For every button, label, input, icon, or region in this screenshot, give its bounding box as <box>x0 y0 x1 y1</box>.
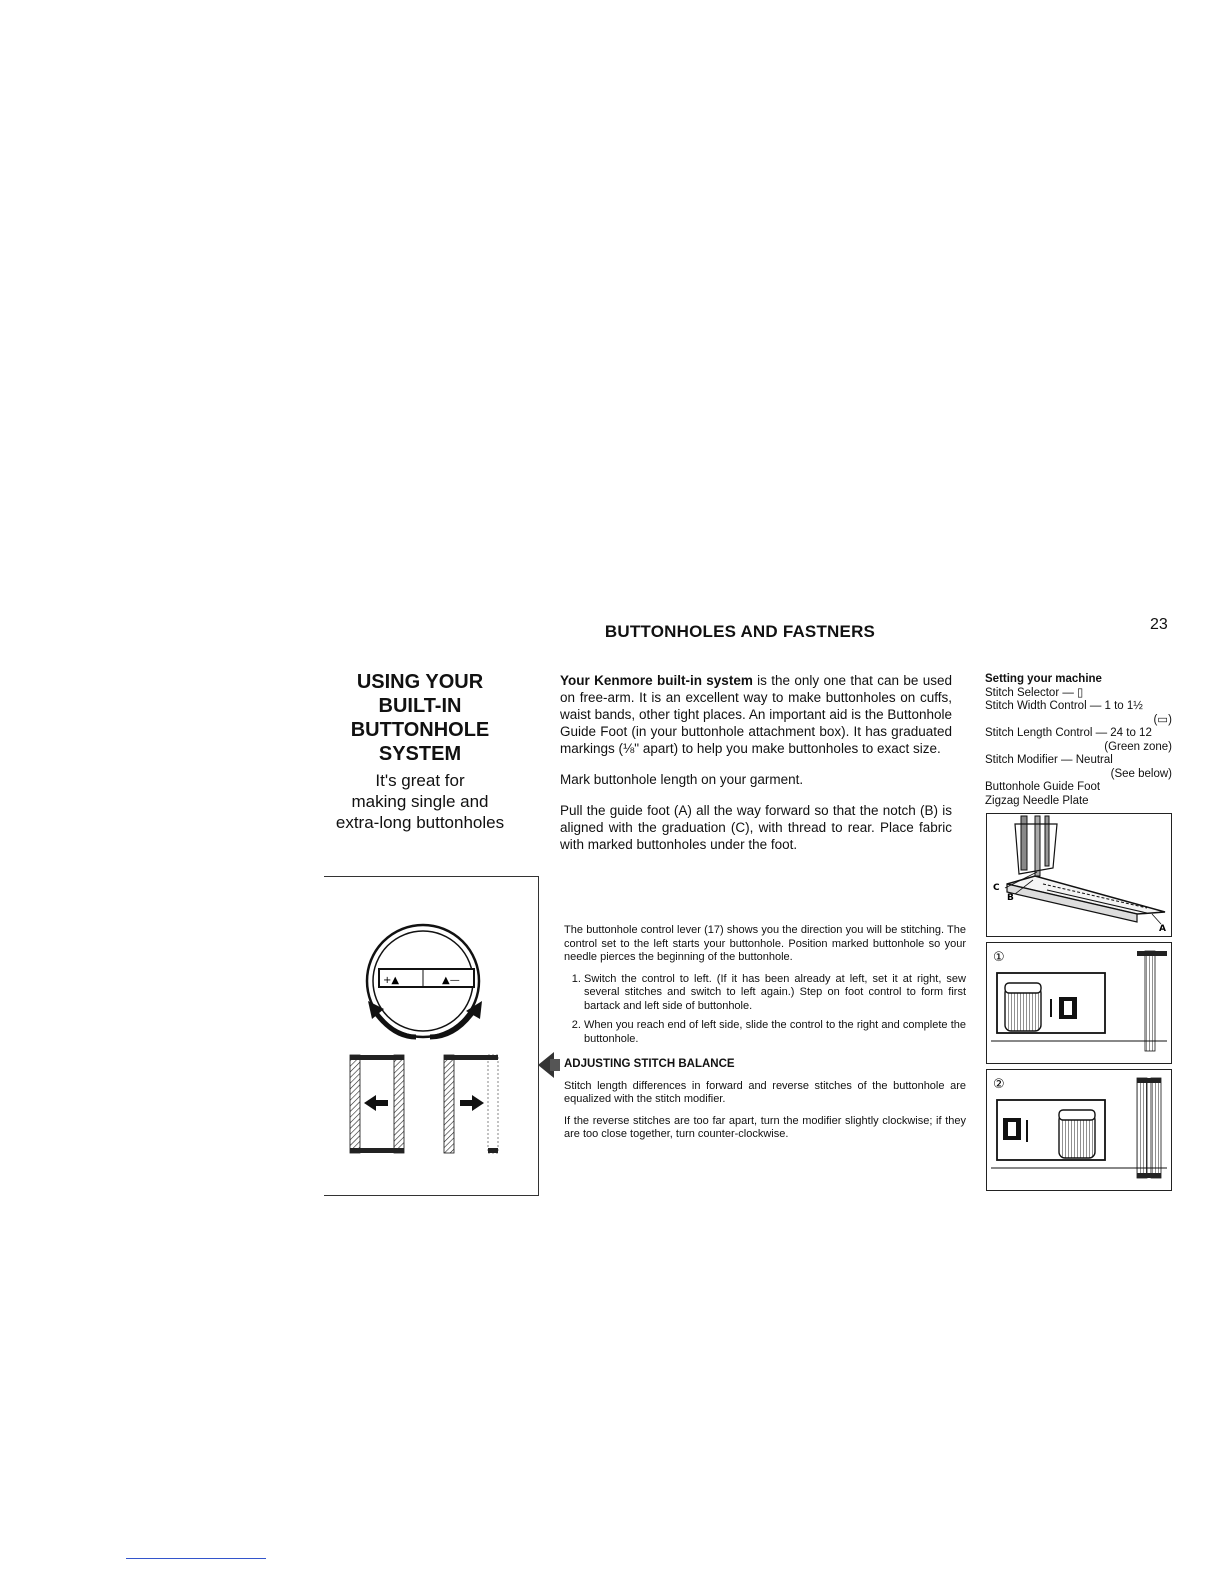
left-arrow-icon <box>538 1052 560 1078</box>
setting-stitch-length: Stitch Length Control — 24 to 12 <box>985 727 1152 739</box>
setting-stitch-length-note: (Green zone) <box>1104 740 1172 753</box>
page-number: 23 <box>1150 616 1168 633</box>
label-a: A <box>1159 924 1166 934</box>
buttonhole-diagram-right <box>444 1055 498 1153</box>
adjusting-heading <box>564 1058 966 1072</box>
intro-text <box>560 672 952 867</box>
setting-stitch-width: Stitch Width Control — 1 to 1½ <box>985 700 1143 712</box>
lower-instructions <box>564 924 966 1150</box>
subtitle-line: making single and <box>351 792 489 811</box>
fig-2-label: ② <box>993 1077 1005 1092</box>
left-subtitle <box>310 770 530 833</box>
settings-title: Setting your machine <box>985 673 1102 685</box>
section-title: BUTTONHOLES AND FASTNERS <box>604 622 876 641</box>
subtitle-line: It's great for <box>375 771 465 790</box>
setting-foot: Buttonhole Guide Foot <box>985 781 1101 793</box>
intro-paragraph <box>560 672 952 757</box>
machine-settings <box>985 673 1175 808</box>
dial-mark-right: ▲— <box>442 975 460 986</box>
control-lever-paragraph: The buttonhole control lever (17) shows you the direction you will be stitching. The control set to the left starts your buttonhole. Position marked buttonhole so your needle pierces the beginning of the buttonhole. <box>564 924 966 963</box>
setting-stitch-width-note: (▭) <box>1153 713 1172 726</box>
heading-line: SYSTEM <box>378 743 462 765</box>
fig-1-label: ① <box>993 950 1005 965</box>
adjusting-paragraph-1: Stitch length differences in forward and reverse stitches of the buttonhole are equalized with the stitch modifier. <box>564 1079 966 1105</box>
heading-line: USING YOUR <box>356 671 484 693</box>
adjusting-paragraph-2: If the reverse stitches are too far apart, turn the modifier slightly clockwise; if they are too close together, turn counter-clockwise. <box>564 1114 966 1140</box>
subtitle-line: extra-long buttonholes <box>335 813 505 832</box>
setting-stitch-selector: Stitch Selector — ▯ <box>985 686 1084 699</box>
step-2: 2. When you reach end of left side, slide the control to the right and complete the buttonhole. <box>584 1019 966 1046</box>
step-2-figure <box>986 1069 1172 1191</box>
left-heading <box>320 670 520 766</box>
step-1: 1. Switch the control to left. (If it has been already at left, set it at right, sew several stitches and switch to left again.) Step on foot control to form first bartack and left side of buttonhole. <box>584 973 966 1014</box>
heading-line: BUILT-IN <box>378 695 462 717</box>
adjusting-heading-text: ADJUSTING STITCH BALANCE <box>564 1058 735 1070</box>
step-2-illustration <box>987 1070 1171 1190</box>
heading-line: BUTTONHOLE <box>350 719 490 741</box>
control-lever-illustration <box>324 876 539 1196</box>
step-1-figure <box>986 942 1172 1064</box>
buttonhole-diagram-left <box>350 1055 404 1153</box>
guide-foot-illustration <box>987 814 1171 936</box>
steps-list <box>564 973 966 1047</box>
setting-plate: Zigzag Needle Plate <box>985 794 1089 807</box>
intro-lead: Your Kenmore built-in system <box>560 673 753 688</box>
guide-foot-paragraph: Pull the guide foot (A) all the way forward so that the notch (B) is aligned with the graduation (C), with thread to rear. Place fabric with marked buttonholes under the foot. <box>560 803 952 852</box>
label-b: B <box>1007 893 1014 903</box>
setting-stitch-modifier-note: (See below) <box>1110 767 1172 780</box>
guide-foot-figure <box>986 813 1172 937</box>
bottom-rule <box>126 1558 266 1559</box>
dial-illustration <box>324 877 538 1195</box>
dial-mark-left: +▲ <box>383 975 400 986</box>
intro-rest: is the only one that can be used on free-arm. It is an excellent way to make buttonholes on cuffs, waist bands, other tight places. An important aid is the Buttonhole Guide Foot (in your buttonhole attachment box). It has graduated markings (⅛" apart) to help you make buttonholes to exact size. <box>560 673 952 756</box>
label-c: C <box>993 883 1000 893</box>
step-1-illustration <box>987 943 1171 1063</box>
setting-stitch-modifier: Stitch Modifier — Neutral <box>985 754 1113 766</box>
mark-length-paragraph: Mark buttonhole length on your garment. <box>560 772 804 787</box>
